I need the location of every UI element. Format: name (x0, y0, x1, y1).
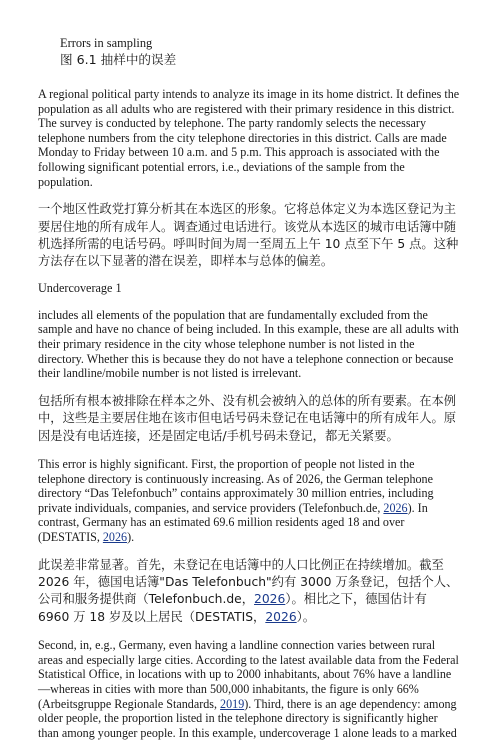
section-title-block (38, 0, 460, 68)
citation-telefonbuch-zh-link[interactable]: 2026 (254, 592, 286, 607)
paragraph-1-zh: 一个地区性政党打算分析其在本选区的形象。它将总体定义为本选区登记为主要居住地的所有成年人。调查通过电话进行。该党从本选区的城市电话簿中随机选择所需的电话号码。呼叫时间为周一至周五上午 10 点至下午 5 点。这种方法存在以下显著的潜在误差，即样本与总体的偏差。 (38, 202, 459, 269)
paragraph-3-zh-text-b: ）。相比之下，德国估计有 6960 万 18 岁及以上居民（DESTATIS， (38, 592, 427, 624)
paragraph-3-en-text-c: ). (127, 529, 135, 544)
section-title-en: Errors in sampling (60, 36, 153, 50)
paragraph-2-zh: 包括所有根本被排除在样本之外、没有机会被纳入的总体的所有要素。在本例中，这些是主要居住地在该市但电话号码未登记在电话簿中的所有成年人。原因是没有电话连接，还是固定电话/手机号码未登记，都无关紧要。 (38, 393, 457, 443)
paragraph-3-en-text-b: ). In contrast, Germany has an estimated 69.6 million residents aged 18 and over (DESTATIS, (38, 500, 428, 544)
paragraph-2-en: includes all elements of the population that are fundamentally excluded from the sample and have no chance of being included. In this example, these are all adults with their primary residence in the city whose telephone number is not listed in the directory. Whether this is because they do not have a telephone connection or because their landline/mobile number is not listed is irrelevant. (38, 307, 459, 381)
subheading-undercoverage-1: Undercoverage 1 (38, 280, 122, 295)
paragraph-3-en-text-a: This error is highly significant. First, the proportion of people not listed in the telephone directory is continuously increasing. As of 2026, the German telephone directory “Das Telefonbuch” contains approximately 30 million entries, including private individuals, companies, and service providers (Telefonbuch.de, (38, 456, 434, 515)
citation-telefonbuch-link[interactable]: 2026 (383, 500, 408, 515)
paragraph-3-zh-text-c: ）。 (296, 609, 316, 624)
paragraph-3-zh (38, 557, 460, 627)
paragraph-4-en (38, 638, 460, 740)
paragraph-4-en-text-a: Second, in, e.g., Germany, even having a landline connection varies between rural areas and especially large cities. According to the latest available data from the Federal Statistical Office, in locations with up to 2000 inhabitants, about 76% have a landline—whereas in cities with more than 500,000 inhabitants, the figure is only 66% (Arbeitsgruppe Regionale Standards, (38, 638, 459, 711)
paragraph-3-zh-text-a: 此误差非常显著。首先，未登记在电话簿中的人口比例正在持续增加。截至 2026 年，德国电话簿"Das Telefonbuch"约有 3000 万条登记，包括个人、公司和服务提供商（Telefonbuch.de， (38, 557, 459, 607)
paragraph-4-en-text-b: ). Third, there is an age dependency: among older people, the proportion listed in the telephone directory is significantly higher than among younger people. In this example, undercoverage 1 alone leads to a marked (38, 696, 457, 740)
citation-destatis-link[interactable]: 2026 (102, 529, 128, 544)
citation-regionale-standards-link[interactable]: 2019 (220, 696, 245, 711)
section-title-zh: 图 6.1 抽样中的误差 (60, 52, 177, 67)
citation-destatis-zh-link[interactable]: 2026 (265, 609, 297, 624)
paragraph-1-en: A regional political party intends to analyze its image in its home district. It defines the population as all adults who are registered with their primary residence in this district. The survey is conducted by telephone. The party randomly selects the necessary telephone numbers from the city telephone directories in this district. Calls are made Monday to Friday between 10 a.m. and 5 p.m. This approach is associated with the following significant potential errors, i.e., deviations of the sample from the population. (38, 87, 460, 189)
paragraph-3-en (38, 457, 460, 545)
